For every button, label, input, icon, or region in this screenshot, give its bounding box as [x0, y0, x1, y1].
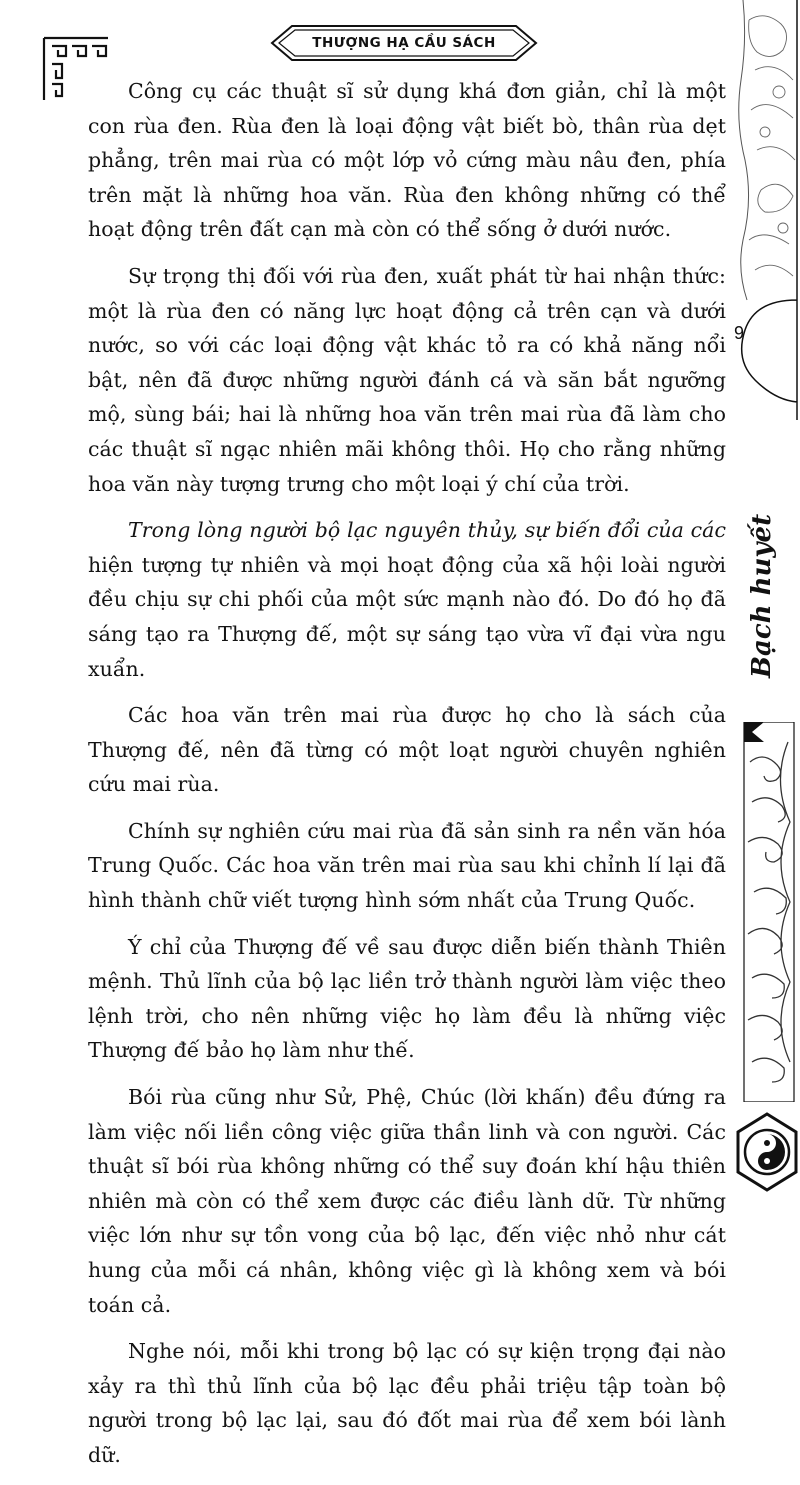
paragraph: Các hoa văn trên mai rùa được họ cho là sách của Thượng đế, nên đã từng có một loạt người chuyên nghiên cứu mai rùa.: [88, 703, 726, 797]
paragraph: Sự trọng thị đối với rùa đen, xuất phát từ hai nhận thức: một là rùa đen có năng lực hoạt động cả trên cạn và dưới nước, so với các loại động vật khác tỏ ra có khả năng nổi bật, nên đã được những người đánh cá và săn bắt ngưỡng mộ, sùng bái; hai là những hoa văn trên mai rùa đã làm cho các thuật sĩ ngạc nhiên mãi không thôi. Họ cho rằng những hoa văn này tượng trưng cho một loại ý chí của trời.: [88, 263, 726, 496]
side-brand-logo: Bạch huyết: [747, 513, 777, 678]
margin-illustration: [735, 0, 800, 420]
yin-yang-icon: [734, 1112, 800, 1192]
book-title: THƯỢNG HẠ CẦU SÁCH: [312, 35, 496, 51]
paragraph: Ý chỉ của Thượng đế về sau được diễn biến thành Thiên mệnh. Thủ lĩnh của bộ lạc liền trở thành người làm việc theo lệnh trời, cho nên những việc họ làm đều là những việc Thượng đế bảo họ làm như thế.: [88, 934, 726, 1063]
body-text: [88, 74, 726, 1485]
decorative-cloud-band: [742, 722, 796, 1102]
paragraph: Công cụ các thuật sĩ sử dụng khá đơn giản, chỉ là một con rùa đen. Rùa đen là loại động vật biết bò, thân rùa dẹt phẳng, trên mai rùa có một lớp vỏ cứng màu nâu đen, phía trên mặt là những hoa văn. Rùa đen không những có thể hoạt động trên đất cạn mà còn có thể sống ở dưới nước.: [88, 79, 726, 242]
page-number: 9: [734, 323, 745, 343]
paragraph: [88, 513, 726, 686]
paragraph: Nghe nói, mỗi khi trong bộ lạc có sự kiện trọng đại nào xảy ra thì thủ lĩnh của bộ lạc đều phải triệu tập toàn bộ người trong bộ lạc lại, sau đó đốt mai rùa để xem bói lành dữ.: [88, 1339, 726, 1467]
paragraph: Bói rùa cũng như Sử, Phệ, Chúc (lời khấn) đều đứng ra làm việc nối liền công việc giữa thần linh và con người. Các thuật sĩ bói rùa không những có thể suy đoán khí hậu thiên nhiên mà còn có thể xem được các điều lành dữ. Từ những việc lớn như sự tồn vong của bộ lạc, đến việc nhỏ như cát hung của mỗi cá nhân, không việc gì là không xem và bói toán cả.: [88, 1085, 726, 1317]
paragraph-rest: hiện tượng tự nhiên và mọi hoạt động của xã hội loài người đều chịu sự chi phối của một sức mạnh nào đó. Do đó họ đã sáng tạo ra Thượng đế, một sự sáng tạo vừa vĩ đại vừa ngu xuẩn.: [88, 552, 726, 681]
paragraph-italic-lead: Trong lòng người bộ lạc nguyên thủy, sự biến đổi của các: [128, 518, 726, 543]
paragraph: Chính sự nghiên cứu mai rùa đã sản sinh ra nền văn hóa Trung Quốc. Các hoa văn trên mai rùa sau khi chỉnh lí lại đã hình thành chữ viết tượng hình sớm nhất của Trung Quốc.: [88, 818, 726, 913]
